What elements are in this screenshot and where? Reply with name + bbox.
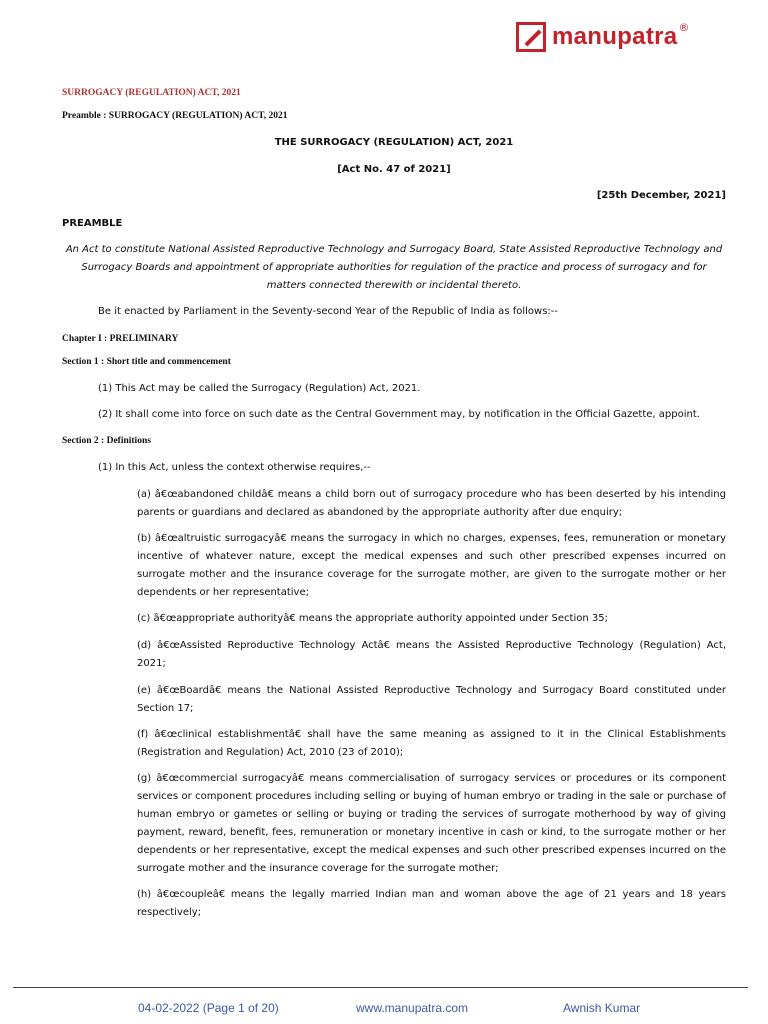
logo-text: manupatra <box>552 23 678 50</box>
section-2-heading: Section 2 : Definitions <box>62 436 151 446</box>
act-name: THE SURROGACY (REGULATION) ACT, 2021 <box>274 137 514 148</box>
definition-e: (e) â€œBoardâ€ means the National Assisted Reproductive Technology and Surrogacy Board constituted under Section 17; <box>137 685 726 714</box>
footer-page-info: 04-02-2022 (Page 1 of 20) <box>138 1001 279 1015</box>
act-number: [Act No. 47 of 2021] <box>337 164 451 175</box>
preamble-text: An Act to constitute National Assisted Reproductive Technology and Surrogacy Board, State Assisted Reproductive Technology and Surrogacy Boards and appointment of appropriate authorities for regulation of the practice and process of surrogacy and for matters connected therewith or incidental thereto. <box>65 244 723 291</box>
section-1-clause-2: (2) It shall come into force on such date as the Central Government may, by notification in the Official Gazette, appoint. <box>98 409 700 420</box>
footer-divider <box>13 987 748 988</box>
preamble-reference: Preamble : SURROGACY (REGULATION) ACT, 2021 <box>62 111 288 121</box>
manupatra-logo <box>516 22 689 52</box>
registered-mark: ® <box>678 20 690 34</box>
footer-website-link[interactable]: www.manupatra.com <box>356 1001 469 1015</box>
act-date: [25th December, 2021] <box>596 190 726 201</box>
chapter-heading: Chapter I : PRELIMINARY <box>62 334 179 344</box>
definition-c: (c) â€œappropriate authorityâ€ means the appropriate authority appointed under Section 35; <box>137 613 608 624</box>
definition-d: (d) â€œAssisted Reproductive Technology Actâ€ means the Assisted Reproductive Technology (Regulation) Act, 2021; <box>137 640 726 669</box>
section-1-clause-1: (1) This Act may be called the Surrogacy (Regulation) Act, 2021. <box>98 383 421 394</box>
definition-b: (b) â€œaltruistic surrogacyâ€ means the surrogacy in which no charges, expenses, fees, remuneration or monetary incentive of whatever nature, except the medical expenses and such other prescribed expenses incurred on surrogate mother and the insurance coverage for the surrogate mother, are given to the surrogate mother or her dependents or her representative; <box>137 533 726 598</box>
document-title: SURROGACY (REGULATION) ACT, 2021 <box>62 88 241 98</box>
preamble-heading: PREAMBLE <box>62 218 123 229</box>
definition-a: (a) â€œabandoned childâ€ means a child born out of surrogacy procedure who has been deserted by his intending parents or guardians and declared as abandoned by the appropriate authority after due enquiry; <box>137 489 726 518</box>
footer-user: Awnish Kumar <box>563 1001 641 1015</box>
section-2-intro: (1) In this Act, unless the context otherwise requires,-- <box>98 462 371 473</box>
enacting-clause: Be it enacted by Parliament in the Seventy-second Year of the Republic of India as follows:-- <box>98 306 558 317</box>
definition-g: (g) â€œcommercial surrogacyâ€ means commercialisation of surrogacy services or procedures or its component services or component procedures including selling or buying of human embryo or trading in the sale or purchase of human embryo or gametes or selling or buying or trading the services of surrogate motherhood by way of giving payment, reward, benefit, fees, remuneration or monetary incentive in cash or kind, to the surrogate mother or her dependents or her representative, except the medical expenses and such other prescribed expenses incurred on the surrogate mother and the insurance coverage for the surrogate mother; <box>137 773 726 874</box>
definition-f: (f) â€œclinical establishmentâ€ shall have the same meaning as assigned to it in the Clinical Establishments (Registration and Regulation) Act, 2010 (23 of 2010); <box>137 729 726 758</box>
definition-h: (h) â€œcoupleâ€ means the legally married Indian man and woman above the age of 21 years and 18 years respectively; <box>137 889 726 918</box>
section-1-heading: Section 1 : Short title and commencement <box>62 357 231 367</box>
manupatra-logo-icon <box>516 22 546 52</box>
